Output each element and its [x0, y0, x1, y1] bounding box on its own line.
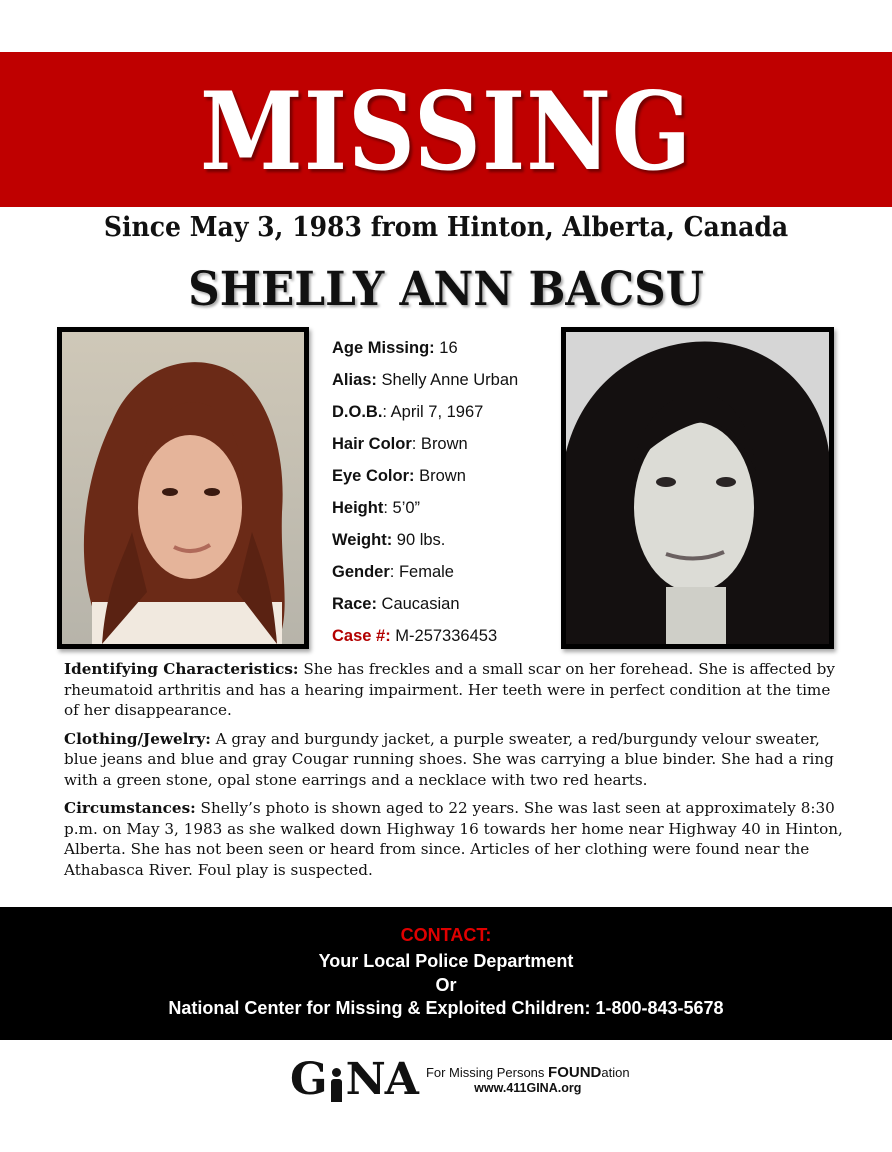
gina-footer: [290, 1055, 630, 1105]
section-text: She has freckles and a small scar on her forehead. She is affected by rheumatoid arthritis and has a hearing impairment. Her teeth were in perfect condition at the time of her disappearance.: [64, 660, 835, 719]
facts-list: [332, 336, 552, 656]
section-label: Identifying Characteristics:: [64, 660, 299, 678]
gina-url-link[interactable]: www.411GINA.org: [474, 1080, 582, 1095]
fact-value: Caucasian: [376, 595, 460, 613]
fact-label: Race:: [332, 595, 377, 613]
portrait-color-image: [62, 332, 304, 644]
contact-local-police: Your Local Police Department: [318, 951, 574, 971]
portrait-bw-image: [566, 332, 829, 644]
missing-title: MISSING: [199, 68, 693, 195]
fact-label: Gender: [332, 563, 390, 581]
fact-label: Hair Color: [332, 435, 412, 453]
fact-gender: [332, 560, 552, 592]
fact-value: Brown: [414, 467, 466, 485]
tagline-suffix: ation: [601, 1064, 630, 1080]
fact-label: Alias:: [332, 371, 377, 389]
gina-logo-g: G: [290, 1054, 327, 1105]
contact-box: [0, 907, 892, 1040]
fact-dob: [332, 400, 552, 432]
contact-heading: CONTACT:: [400, 925, 492, 945]
fact-weight: [332, 528, 552, 560]
fact-value: : Female: [389, 563, 454, 581]
person-icon: [329, 1068, 344, 1102]
fact-value: M-257336453: [390, 627, 498, 645]
fact-value: 16: [434, 339, 458, 357]
tagline-bold: FOUND: [548, 1063, 602, 1081]
case-description: [64, 659, 844, 888]
fact-label: D.O.B.: [332, 403, 383, 421]
section-text: A gray and burgundy jacket, a purple sweater, a red/burgundy velour sweater, blue jeans and blue and gray Cougar running shoes. She was carrying a blue binder. She had a ring with a green stone, opal stone earrings and a necklace with two red hearts.: [64, 729, 834, 789]
fact-eye-color: [332, 464, 552, 496]
gina-text: [426, 1065, 630, 1096]
fact-label: Height: [332, 499, 384, 517]
section-label: Clothing/Jewelry:: [64, 729, 211, 748]
contact-ncmec-phone[interactable]: National Center for Missing & Exploited Children: 1-800-843-5678: [168, 998, 724, 1018]
fact-case-number: [332, 624, 552, 656]
person-name: SHELLY ANN BACSU: [188, 262, 704, 317]
fact-age-missing: [332, 336, 552, 368]
fact-value: Shelly Anne Urban: [376, 371, 519, 389]
identifying-characteristics: [64, 659, 844, 721]
fact-label: Age Missing:: [332, 339, 435, 357]
fact-alias: [332, 368, 552, 400]
photo-age-16: [57, 327, 309, 649]
clothing-jewelry: [64, 729, 844, 791]
section-label: Circumstances:: [64, 799, 196, 817]
missing-banner: [0, 52, 892, 207]
tagline-prefix: For Missing Persons: [425, 1064, 549, 1080]
fact-height: [332, 496, 552, 528]
gina-tagline: [426, 1065, 630, 1081]
gina-logo-na: NA: [345, 1054, 418, 1105]
fact-label: Eye Color:: [332, 467, 415, 485]
gina-logo: [290, 1054, 418, 1105]
fact-value: 90 lbs.: [392, 531, 446, 549]
fact-hair-color: [332, 432, 552, 464]
contact-or: Or: [435, 974, 457, 995]
fact-race: [332, 592, 552, 624]
fact-label: Case #:: [332, 627, 391, 645]
since-line: Since May 3, 1983 from Hinton, Alberta, Canada: [103, 212, 789, 243]
fact-value: : 5’0”: [383, 499, 421, 517]
fact-label: Weight:: [332, 531, 393, 549]
fact-value: : April 7, 1967: [382, 403, 484, 421]
circumstances: [64, 798, 844, 880]
photo-age-progressed: [561, 327, 834, 649]
section-text: Shelly’s photo is shown aged to 22 years. She was last seen at approximately 8:30 p.m. on May 3, 1983 as she walked down Highway 16 towards her home near Highway 40 in Hinton, Alberta. She has not been seen or heard from since. Articles of her clothing were found near the Athabasca River. Foul play is suspected.: [64, 799, 843, 879]
fact-value: : Brown: [411, 435, 468, 453]
